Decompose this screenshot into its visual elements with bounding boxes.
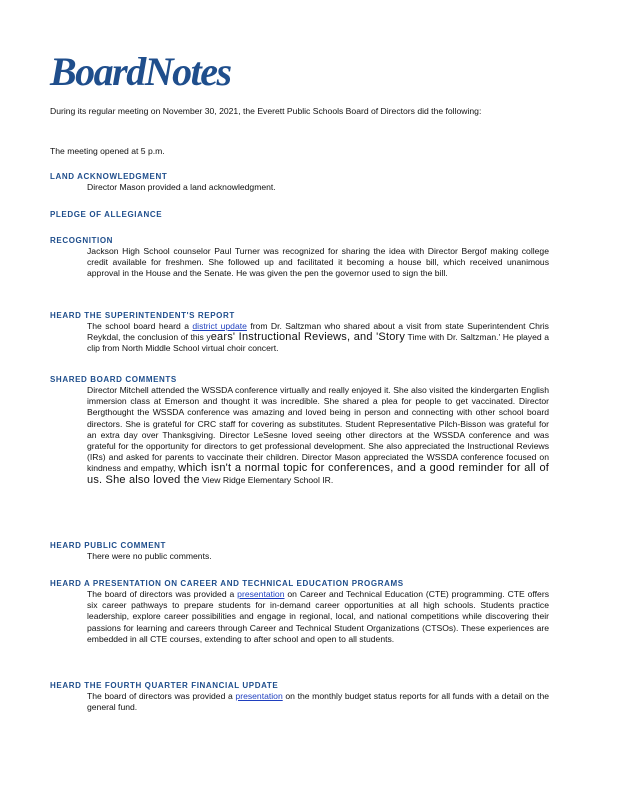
section-body (87, 321, 549, 355)
body-text: Time with Dr. Saltzman.' He played a clip from North Middle School virtual choir concert. (87, 332, 549, 354)
section-body: Director Mason provided a land acknowledgment. (87, 182, 276, 192)
cte-presentation-link[interactable]: presentation (237, 589, 285, 599)
body-text: The board of directors was provided a (87, 691, 233, 701)
section-public-comment (50, 541, 550, 562)
section-heading: LAND ACKNOWLEDGMENT (50, 172, 168, 181)
section-heading: PLEDGE OF ALLEGIANCE (50, 210, 163, 219)
body-text: from Dr. Saltzman who shared about a visit from state Superintendent Chris Reykdal, the conclusion of this y (87, 321, 549, 343)
section-superintendent-report (50, 311, 550, 355)
section-land-acknowledgment (50, 172, 550, 193)
section-heading: HEARD THE SUPERINTENDENT'S REPORT (50, 311, 235, 320)
section-heading: HEARD PUBLIC COMMENT (50, 541, 166, 550)
section-heading: RECOGNITION (50, 236, 114, 245)
section-body (87, 385, 549, 486)
section-heading: SHARED BOARD COMMENTS (50, 375, 177, 384)
section-pledge (50, 210, 550, 220)
section-heading: HEARD A PRESENTATION ON CAREER AND TECHNICAL EDUCATION PROGRAMS (50, 579, 404, 588)
section-body: There were no public comments. (87, 551, 212, 561)
body-text: Director Mitchell attended the WSSDA conference virtually and really enjoyed it. She also visited the kindergarten English immersion class at Emerson and thought it was incredible. She shared a plea for people to get vaccinated. Director Bergthought the WSSDA conference was amazing and loved being in person and connecting with other school board directors. She is grateful for CRC staff for covering as substitutes. Student Representative Pilch-Bisson was grateful for an extra day over Thanksgiving. Director LeSesne loved seeing other directors at the WSSDA conference and was grateful for the opportunity for directors to get professional development. She also appreciated the Instructional Reviews (IRs) and asked for parents to vaccinate their children. Director Mason appreciated the WSSDA conference focused on kindness and empathy, (87, 385, 549, 474)
section-heading: HEARD THE FOURTH QUARTER FINANCIAL UPDATE (50, 681, 279, 690)
section-shared-board-comments (50, 375, 550, 486)
intro-paragraph: During its regular meeting on November 30, 2021, the Everett Public Schools Board of Directors did the following: (50, 106, 482, 116)
body-text: on the monthly budget status reports for all funds with a detail on the general fund. (87, 691, 549, 713)
section-body (87, 589, 549, 645)
section-financial-update (50, 681, 550, 713)
district-update-link[interactable]: district update (192, 321, 247, 331)
section-cte-presentation (50, 579, 550, 645)
masthead-title: BoardNotes (50, 49, 231, 94)
body-text: The school board heard a (87, 321, 189, 331)
financial-presentation-link[interactable]: presentation (235, 691, 283, 701)
section-body: Jackson High School counselor Paul Turner was recognized for sharing the idea with Director Bergof making college credit available for freshmen. She followed up and facilitated it becoming a house bill, which received unanimous approval in the House and the Senate. He was given the pen the governor used to sign the bill. (87, 246, 549, 279)
body-text: on Career and Technical Education (CTE) programming. CTE offers six career pathways to prepare students for in-demand career opportunities at all high schools. Students practice leadership, explore career possibilities and engage in regional, local, and national competitions while discovering their passions for learning and careers through Career and Technical Student Organizations (CTSOs). These experiences are embedded in all CTE courses, extending to after school and open to all students. (87, 589, 549, 644)
body-text-large: ears' Instructional Reviews, and 'Story (210, 331, 406, 344)
meeting-opened-text: The meeting opened at 5 p.m. (50, 146, 165, 156)
body-text: View Ridge Elementary School IR. (202, 474, 334, 485)
section-body (87, 691, 549, 713)
body-text: The board of directors was provided a (87, 589, 235, 599)
section-recognition (50, 236, 550, 280)
body-text-large: which isn't a normal topic for conferences, and a good reminder for all of us. She also loved the (87, 462, 550, 486)
